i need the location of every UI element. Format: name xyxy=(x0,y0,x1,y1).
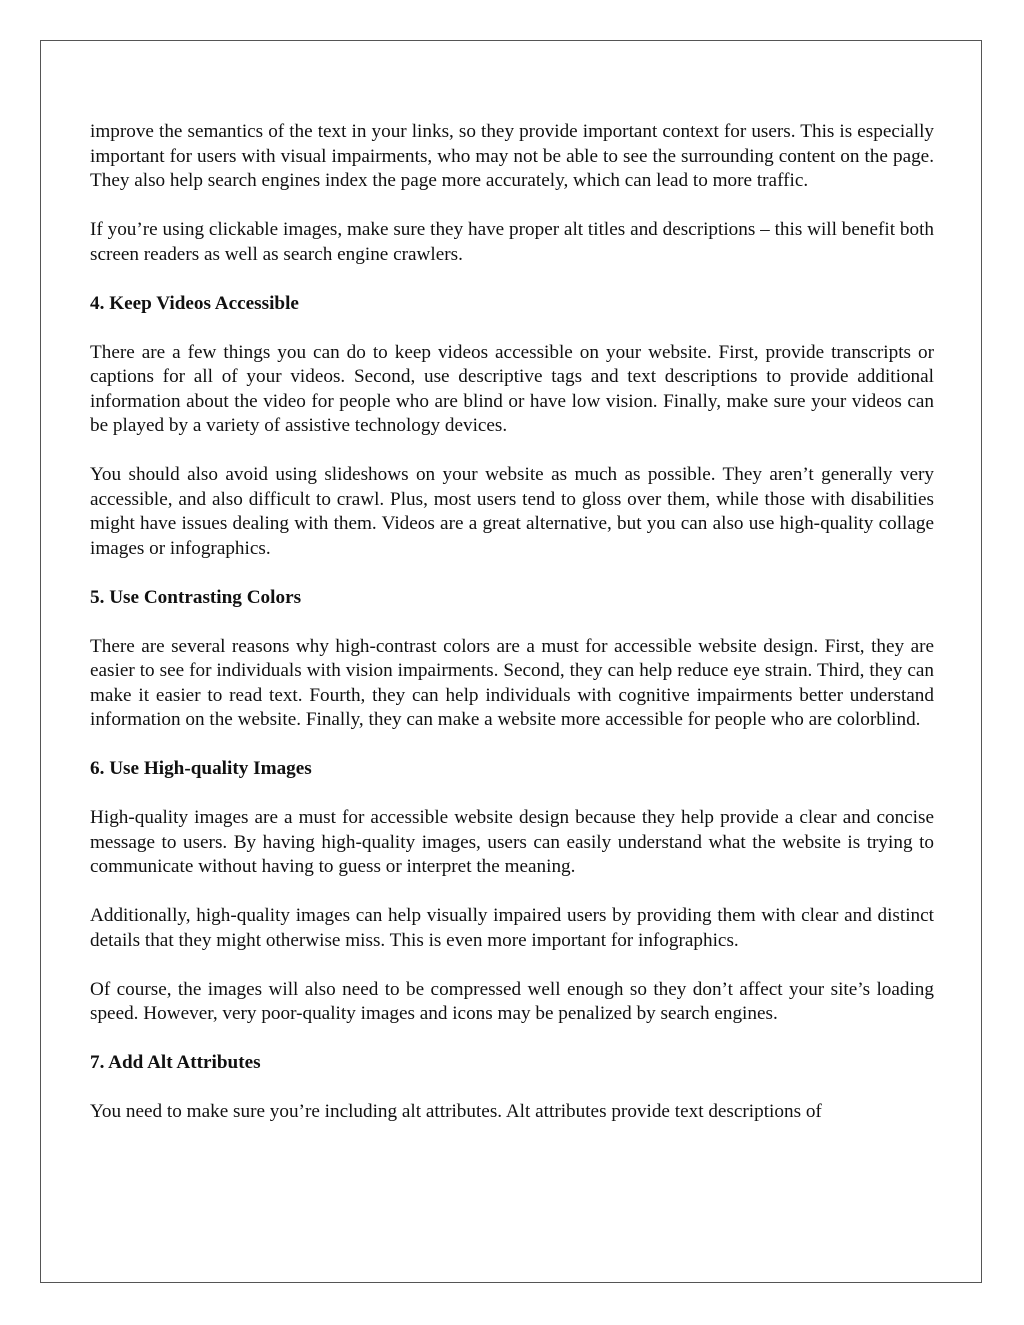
paragraph-high-contrast: There are several reasons why high-contrast colors are a must for accessible website design. First, they are easier to see for individuals with vision impairments. Second, they can help reduce eye strain. Third, they can make it easier to read text. Fourth, they can help individuals with cognitive impairments better understand information on the website. Finally, they can make a website more accessible for people who are colorblind. xyxy=(90,635,934,730)
heading-contrasting-colors: 5. Use Contrasting Colors xyxy=(90,586,302,608)
paragraph-videos-accessible: There are a few things you can do to keep videos accessible on your website. First, provide transcripts or captions for all of your videos. Second, use descriptive tags and text descriptions to provide additional information about the video for people who are blind or have low vision. Finally, make sure your videos can be played by a variety of assistive technology devices. xyxy=(90,341,934,436)
paragraph-link-semantics: improve the semantics of the text in your links, so they provide important context for users. This is especially important for users with visual impairments, who may not be able to see the surrounding content on the page. They also help search engines index the page more accurately, which can lead to more traffic. xyxy=(90,121,934,191)
heading-high-quality-images: 6. Use High-quality Images xyxy=(90,758,312,779)
heading-keep-videos-accessible: 4. Keep Videos Accessible xyxy=(90,292,299,314)
document-body xyxy=(90,120,934,1125)
document-page xyxy=(40,40,982,1283)
paragraph-alt-attributes: You need to make sure you’re including alt attributes. Alt attributes provide text descriptions of xyxy=(90,1101,822,1122)
paragraph-clickable-images: If you’re using clickable images, make sure they have proper alt titles and descriptions – this will benefit both screen readers as well as search engine crawlers. xyxy=(90,219,934,265)
paragraph-image-compression: Of course, the images will also need to be compressed well enough so they don’t affect your site’s loading speed. However, very poor-quality images and icons may be penalized by search engines. xyxy=(90,978,934,1024)
paragraph-high-quality-images: High-quality images are a must for accessible website design because they help provide a clear and concise message to users. By having high-quality images, users can easily understand what the website is trying to communicate without having to guess or interpret the meaning. xyxy=(90,807,934,877)
paragraph-avoid-slideshows: You should also avoid using slideshows on your website as much as possible. They aren’t generally very accessible, and also difficult to crawl. Plus, most users tend to gloss over them, while those with disabilities might have issues dealing with them. Videos are a great alternative, but you can also use high-quality collage images or infographics. xyxy=(90,464,934,559)
paragraph-visually-impaired: Additionally, high-quality images can help visually impaired users by providing them with clear and distinct details that they might otherwise miss. This is even more important for infographics. xyxy=(90,905,934,951)
heading-alt-attributes: 7. Add Alt Attributes xyxy=(90,1052,261,1073)
